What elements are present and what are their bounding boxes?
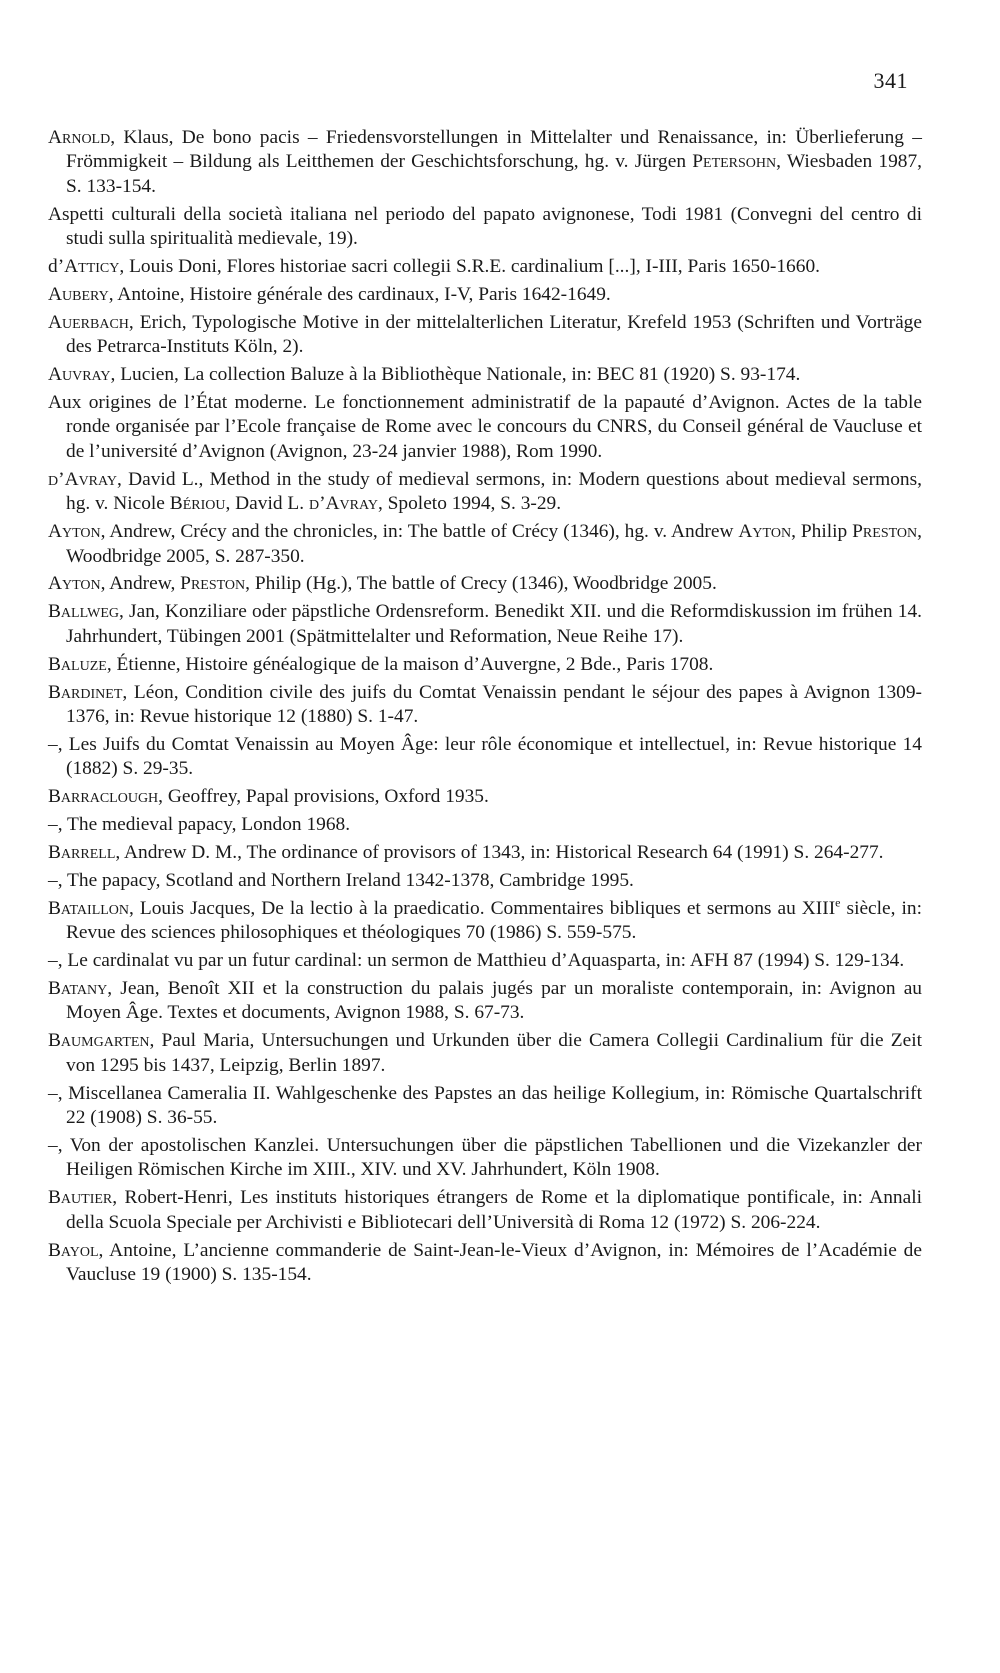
- bibliography-entry: [48, 977, 922, 1026]
- author-name: Baluze: [48, 653, 107, 675]
- author-name: Ballweg: [48, 601, 119, 623]
- entry-text: , Spoleto 1994, S. 3-29.: [377, 493, 562, 515]
- bibliography-entry: [48, 520, 922, 569]
- author-name: Ayton: [738, 521, 792, 543]
- bibliography-entry: [48, 468, 922, 517]
- author-name: Bardinet: [48, 681, 123, 703]
- author-name: Auvray: [48, 364, 111, 386]
- entry-text: , David L., Method in the study of medieval sermons, in: Modern questions about medieval sermons, hg. v. Nicole: [66, 468, 922, 515]
- entry-text: Aux origines de l’État moderne. Le fonctionnement administratif de la papauté d’Avignon. Actes de la table ronde organisée par l’Ecole française de Rome avec le concours du CNRS, du Conseil général de Vaucluse et de l’université d’Avignon (Avignon, 23-24 janvier 1988), Rom 1990.: [48, 392, 922, 462]
- entry-text: –, Miscellanea Cameralia II. Wahlgeschenke des Papstes an das heilige Kollegium, in: Römische Quartalschrift 22 (1908) S. 36-55.: [48, 1082, 922, 1129]
- bibliography-entry: [48, 949, 922, 973]
- bibliography-entry: [48, 363, 922, 387]
- bibliography-entry: [48, 283, 922, 307]
- bibliography-entry: [48, 1082, 922, 1131]
- entry-text: Aspetti culturali della società italiana nel periodo del papato avignonese, Todi 1981 (Convegni del centro di studi sulla spiritualità medievale, 19).: [48, 203, 922, 250]
- entry-text: –, Les Juifs du Comtat Venaissin au Moyen Âge: leur rôle économique et intellectuel, in: Revue historique 14 (1882) S. 29-35.: [48, 733, 922, 780]
- author-name: d’Avray: [308, 493, 378, 515]
- entry-text: , Antoine, L’ancienne commanderie de Saint-Jean-le-Vieux d’Avignon, in: Mémoires de l’Académie de Vaucluse 19 (1900) S. 135-154.: [66, 1239, 922, 1285]
- entry-text: , Geoffrey, Papal provisions, Oxford 1935.: [158, 786, 489, 808]
- bibliography-entry: [48, 572, 922, 596]
- entry-text: –, The medieval papacy, London 1968.: [48, 814, 351, 836]
- entry-text: , Jan, Konziliare oder päpstliche Ordensreform. Benedikt XII. und die Reformdiskussion im frühen 14. Jahrhundert, Tübingen 2001 (Spätmittelalter und Reformation, Neue Reihe 17).: [66, 601, 922, 647]
- entry-text: , Robert-Henri, Les instituts historiques étrangers de Rome et la diplomatique pontificale, in: Annali della Scuola Speciale per Archivisti e Bibliotecari dell’Università di Roma 12 (1972) S. 206-224.: [66, 1187, 922, 1233]
- entry-text: , Lucien, La collection Baluze à la Bibliothèque Nationale, in: BEC 81 (1920) S. 93-174.: [110, 364, 801, 386]
- author-name: Bautier: [48, 1187, 113, 1209]
- bibliography-entry: [48, 813, 922, 837]
- entry-text: , Philip (Hg.), The battle of Crecy (1346), Woodbridge 2005.: [245, 573, 717, 595]
- bibliography-entry: [48, 841, 922, 865]
- bibliography-entry: [48, 897, 922, 946]
- author-name: Barrell: [48, 841, 116, 863]
- entry-text: siècle, in: Revue des sciences philosophiques et théologiques 70 (1986) S. 559-575.: [66, 897, 922, 944]
- entry-text: –, The papacy, Scotland and Northern Ireland 1342-1378, Cambridge 1995.: [48, 869, 634, 891]
- bibliography-list: [48, 126, 922, 1291]
- entry-text: , Antoine, Histoire générale des cardinaux, I-V, Paris 1642-1649.: [108, 283, 611, 305]
- author-name: Preston: [852, 521, 918, 543]
- bibliography-entry: [48, 600, 922, 649]
- entry-text: , Wiesbaden 1987, S. 133-154.: [66, 151, 923, 197]
- author-name: Preston: [180, 573, 246, 595]
- entry-text: , Jean, Benoît XII et la construction du palais jugés par un moraliste contemporain, in: Avignon au Moyen Âge. Textes et documents, Avignon 1988, S. 67-73.: [66, 978, 922, 1024]
- entry-text: –, Von der apostolischen Kanzlei. Untersuchungen über die päpstlichen Tabellionen und die Vizekanzler der Heiligen Römischen Kirche im XIII., XIV. und XV. Jahrhundert, Köln 1908.: [48, 1134, 922, 1181]
- bibliography-entry: [48, 311, 922, 360]
- entry-text: , Woodbridge 2005, S. 287-350.: [66, 521, 922, 567]
- bibliography-entry: [48, 785, 922, 809]
- author-name: Bataillon: [48, 897, 130, 919]
- bibliography-entry: [48, 255, 922, 279]
- bibliography-entry: [48, 681, 922, 730]
- author-name: Petersohn: [692, 151, 777, 173]
- author-name: Ayton: [48, 573, 101, 595]
- bibliography-entry: [48, 653, 922, 677]
- entry-text: , Léon, Condition civile des juifs du Comtat Venaissin pendant le séjour des papes à Avignon 1309-1376, in: Revue historique 12 (1880) S. 1-47.: [66, 681, 922, 727]
- author-name: Barraclough: [48, 786, 159, 808]
- author-name: Bériou: [169, 493, 226, 515]
- entry-text: –, Le cardinalat vu par un futur cardinal: un sermon de Matthieu d’Aquasparta, in: AFH 87 (1994) S. 129-134.: [48, 950, 905, 972]
- superscript: e: [835, 895, 841, 910]
- bibliography-entry: [48, 733, 922, 782]
- bibliography-entry: [48, 391, 922, 464]
- bibliography-entry: [48, 126, 922, 199]
- entry-text: , Andrew, Crécy and the chronicles, in: The battle of Crécy (1346), hg. v. Andrew: [100, 521, 739, 543]
- bibliography-entry: [48, 1186, 922, 1235]
- author-name: Auerbach: [48, 311, 129, 333]
- bibliography-entry: [48, 869, 922, 893]
- entry-text: , Erich, Typologische Motive in der mittelalterlichen Literatur, Krefeld 1953 (Schriften und Vorträge des Petrarca-Instituts Köln, 2).: [66, 311, 922, 358]
- entry-text: , Klaus, De bono pacis – Friedensvorstellungen in Mittelalter und Renaissance, in: Überlieferung – Frömmigkeit – Bildung als Leitthemen der Geschichtsforschung, hg. v. Jürgen: [66, 127, 922, 173]
- author-name: Ayton: [48, 521, 101, 543]
- author-name: Bayol: [48, 1239, 99, 1261]
- entry-text: , Louis Doni, Flores historiae sacri collegii S.R.E. cardinalium [...], I-III, Paris 1650-1660.: [119, 256, 820, 278]
- author-name: Aubery: [48, 283, 109, 305]
- entry-text: , David L.: [225, 493, 309, 515]
- entry-text: , Philip: [791, 521, 853, 543]
- page-number: 341: [873, 68, 908, 93]
- entry-text: , Andrew D. M., The ordinance of provisors of 1343, in: Historical Research 64 (1991) S. 264-277.: [115, 841, 884, 863]
- author-name: d’Avray: [48, 468, 117, 490]
- entry-text: d’: [48, 256, 65, 278]
- entry-text: , Andrew,: [100, 573, 181, 595]
- entry-text: , Louis Jacques, De la lectio à la praedicatio. Commentaires bibliques et sermons au XIII: [129, 897, 836, 919]
- entry-text: , Étienne, Histoire généalogique de la maison d’Auvergne, 2 Bde., Paris 1708.: [106, 653, 714, 675]
- bibliography-entry: [48, 1029, 922, 1078]
- author-name: Batany: [48, 978, 108, 999]
- bibliography-entry: [48, 1239, 922, 1288]
- entry-text: , Paul Maria, Untersuchungen und Urkunden über die Camera Collegii Cardinalium für die Zeit von 1295 bis 1437, Leipzig, Berlin 1897.: [66, 1030, 922, 1076]
- author-name: Arnold: [48, 127, 111, 148]
- bibliography-entry: [48, 203, 922, 252]
- author-name: Atticy: [64, 256, 120, 278]
- bibliography-entry: [48, 1134, 922, 1183]
- author-name: Baumgarten: [48, 1030, 150, 1052]
